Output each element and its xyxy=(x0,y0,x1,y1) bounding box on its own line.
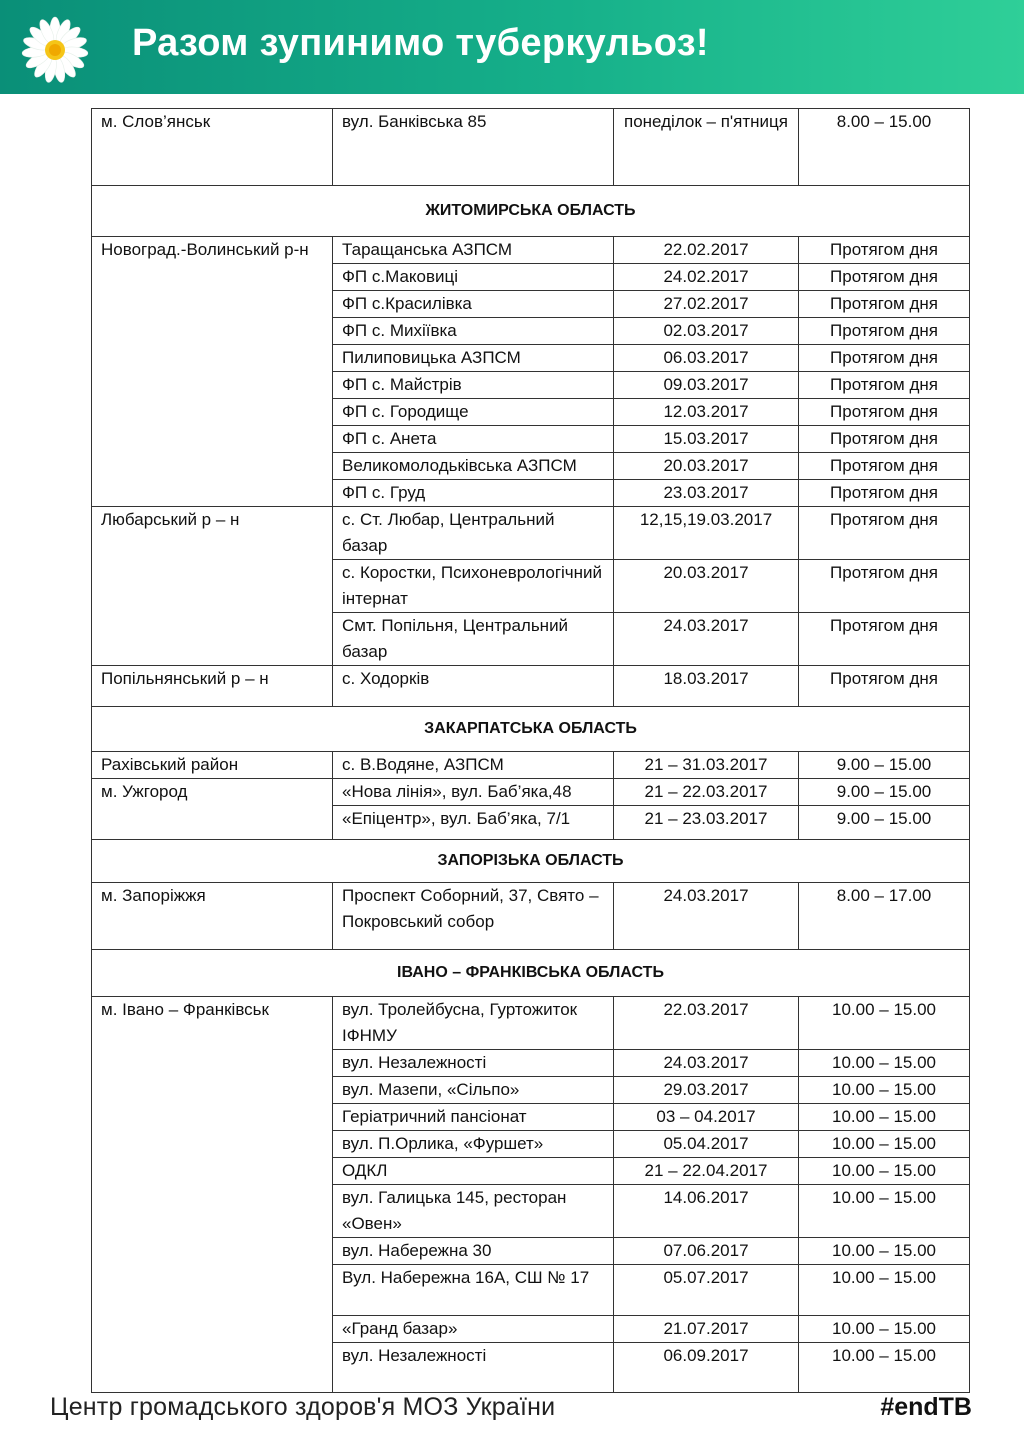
region-heading-row xyxy=(92,950,970,997)
cell-area: м. Слов’янськ xyxy=(92,109,333,186)
table-row xyxy=(92,752,970,779)
cell-time: 9.00 – 15.00 xyxy=(799,779,970,806)
cell-time: 10.00 – 15.00 xyxy=(799,1238,970,1265)
cell-place: Смт. Попільня, Центральний базар xyxy=(333,613,614,666)
table-row xyxy=(92,109,970,186)
cell-time: 10.00 – 15.00 xyxy=(799,1158,970,1185)
cell-date: 24.03.2017 xyxy=(614,613,799,666)
cell-time: Протягом дня xyxy=(799,453,970,480)
table-row xyxy=(92,883,970,950)
cell-date: 21 – 31.03.2017 xyxy=(614,752,799,779)
cell-place: с. Ходорків xyxy=(333,666,614,707)
cell-date: 21.07.2017 xyxy=(614,1316,799,1343)
cell-time: Протягом дня xyxy=(799,291,970,318)
cell-area: Новоград.-Волинський р-н xyxy=(92,237,333,507)
cell-date: 23.03.2017 xyxy=(614,480,799,507)
cell-time: 10.00 – 15.00 xyxy=(799,997,970,1050)
cell-place: вул. Банківська 85 xyxy=(333,109,614,186)
table-row xyxy=(92,507,970,560)
region-heading: ІВАНО – ФРАНКІВСЬКА ОБЛАСТЬ xyxy=(92,950,970,997)
cell-place: ФП с. Городище xyxy=(333,399,614,426)
cell-date: 12.03.2017 xyxy=(614,399,799,426)
cell-date: 21 – 22.03.2017 xyxy=(614,779,799,806)
cell-place: ОДКЛ xyxy=(333,1158,614,1185)
cell-date: 27.02.2017 xyxy=(614,291,799,318)
cell-place: ФП с. Анета xyxy=(333,426,614,453)
cell-time: 10.00 – 15.00 xyxy=(799,1265,970,1316)
cell-date: 06.03.2017 xyxy=(614,345,799,372)
cell-area: м. Ужгород xyxy=(92,779,333,840)
cell-area: Рахівський район xyxy=(92,752,333,779)
cell-place: Великомолодьківська АЗПСМ xyxy=(333,453,614,480)
table-row xyxy=(92,666,970,707)
cell-place: вул. Незалежності xyxy=(333,1050,614,1077)
cell-place: с. Коростки, Психоневрологічний інтернат xyxy=(333,560,614,613)
cell-date: 05.07.2017 xyxy=(614,1265,799,1316)
cell-date: 20.03.2017 xyxy=(614,560,799,613)
cell-time: Протягом дня xyxy=(799,264,970,291)
cell-place: ФП с.Красилівка xyxy=(333,291,614,318)
cell-date: понеділок – п'ятниця xyxy=(614,109,799,186)
cell-time: 10.00 – 15.00 xyxy=(799,1050,970,1077)
cell-place: вул. П.Орлика, «Фуршет» xyxy=(333,1131,614,1158)
cell-place: с. В.Водяне, АЗПСМ xyxy=(333,752,614,779)
footer-organization: Центр громадського здоров'я МОЗ України xyxy=(50,1393,556,1421)
cell-area: Любарський р – н xyxy=(92,507,333,666)
cell-time: 9.00 – 15.00 xyxy=(799,806,970,840)
table-row xyxy=(92,779,970,806)
footer-hashtag: #endTB xyxy=(880,1393,972,1421)
cell-date: 24.03.2017 xyxy=(614,1050,799,1077)
cell-time: 8.00 – 17.00 xyxy=(799,883,970,950)
region-heading: ЖИТОМИРСЬКА ОБЛАСТЬ xyxy=(92,186,970,237)
region-heading-row xyxy=(92,707,970,752)
cell-date: 06.09.2017 xyxy=(614,1343,799,1393)
table-row xyxy=(92,997,970,1050)
cell-place: «Нова лінія», вул. Баб’яка,48 xyxy=(333,779,614,806)
cell-place: с. Ст. Любар, Центральний базар xyxy=(333,507,614,560)
cell-place: Таращанська АЗПСМ xyxy=(333,237,614,264)
cell-place: ФП с. Майстрів xyxy=(333,372,614,399)
cell-place: «Гранд базар» xyxy=(333,1316,614,1343)
cell-place: ФП с.Маковиці xyxy=(333,264,614,291)
cell-time: Протягом дня xyxy=(799,480,970,507)
cell-time: Протягом дня xyxy=(799,666,970,707)
cell-place: Проспект Соборний, 37, Свято – Покровський собор xyxy=(333,883,614,950)
cell-time: 10.00 – 15.00 xyxy=(799,1077,970,1104)
cell-time: 8.00 – 15.00 xyxy=(799,109,970,186)
cell-place: вул. Мазепи, «Сільпо» xyxy=(333,1077,614,1104)
region-heading-row xyxy=(92,840,970,883)
schedule-table-body xyxy=(92,109,970,1393)
cell-date: 14.06.2017 xyxy=(614,1185,799,1238)
cell-time: Протягом дня xyxy=(799,507,970,560)
cell-place: ФП с. Груд xyxy=(333,480,614,507)
cell-place: вул. Галицька 145, ресторан «Овен» xyxy=(333,1185,614,1238)
schedule-table xyxy=(91,108,970,1393)
cell-time: 10.00 – 15.00 xyxy=(799,1185,970,1238)
cell-time: 9.00 – 15.00 xyxy=(799,752,970,779)
cell-date: 24.02.2017 xyxy=(614,264,799,291)
cell-time: 10.00 – 15.00 xyxy=(799,1316,970,1343)
cell-date: 02.03.2017 xyxy=(614,318,799,345)
cell-date: 21 – 22.04.2017 xyxy=(614,1158,799,1185)
cell-date: 18.03.2017 xyxy=(614,666,799,707)
daisy-icon xyxy=(20,15,90,85)
cell-place: ФП с. Михіївка xyxy=(333,318,614,345)
cell-time: Протягом дня xyxy=(799,399,970,426)
cell-date: 22.02.2017 xyxy=(614,237,799,264)
cell-time: 10.00 – 15.00 xyxy=(799,1343,970,1393)
page-title: Разом зупинимо туберкульоз! xyxy=(132,22,709,64)
cell-place: Пилиповицька АЗПСМ xyxy=(333,345,614,372)
cell-place: вул. Незалежності xyxy=(333,1343,614,1393)
cell-place: вул. Набережна 30 xyxy=(333,1238,614,1265)
cell-date: 03 – 04.2017 xyxy=(614,1104,799,1131)
cell-time: Протягом дня xyxy=(799,237,970,264)
cell-place: Вул. Набережна 16А, СШ № 17 xyxy=(333,1265,614,1316)
cell-date: 20.03.2017 xyxy=(614,453,799,480)
cell-date: 07.06.2017 xyxy=(614,1238,799,1265)
cell-date: 29.03.2017 xyxy=(614,1077,799,1104)
cell-date: 24.03.2017 xyxy=(614,883,799,950)
cell-date: 09.03.2017 xyxy=(614,372,799,399)
cell-time: Протягом дня xyxy=(799,318,970,345)
cell-time: Протягом дня xyxy=(799,372,970,399)
table-row xyxy=(92,237,970,264)
cell-time: Протягом дня xyxy=(799,613,970,666)
cell-time: 10.00 – 15.00 xyxy=(799,1131,970,1158)
cell-date: 12,15,19.03.2017 xyxy=(614,507,799,560)
cell-time: Протягом дня xyxy=(799,345,970,372)
cell-area: Попільнянський р – н xyxy=(92,666,333,707)
cell-time: 10.00 – 15.00 xyxy=(799,1104,970,1131)
cell-area: м. Запоріжжя xyxy=(92,883,333,950)
region-heading: ЗАКАРПАТСЬКА ОБЛАСТЬ xyxy=(92,707,970,752)
region-heading: ЗАПОРІЗЬКА ОБЛАСТЬ xyxy=(92,840,970,883)
region-heading-row xyxy=(92,186,970,237)
cell-time: Протягом дня xyxy=(799,560,970,613)
cell-date: 22.03.2017 xyxy=(614,997,799,1050)
cell-date: 05.04.2017 xyxy=(614,1131,799,1158)
cell-date: 15.03.2017 xyxy=(614,426,799,453)
cell-date: 21 – 23.03.2017 xyxy=(614,806,799,840)
header-banner xyxy=(0,0,1024,94)
cell-place: Геріатричний пансіонат xyxy=(333,1104,614,1131)
cell-area: м. Івано – Франківськ xyxy=(92,997,333,1393)
cell-place: вул. Тролейбусна, Гуртожиток ІФНМУ xyxy=(333,997,614,1050)
cell-time: Протягом дня xyxy=(799,426,970,453)
cell-place: «Епіцентр», вул. Баб’яка, 7/1 xyxy=(333,806,614,840)
